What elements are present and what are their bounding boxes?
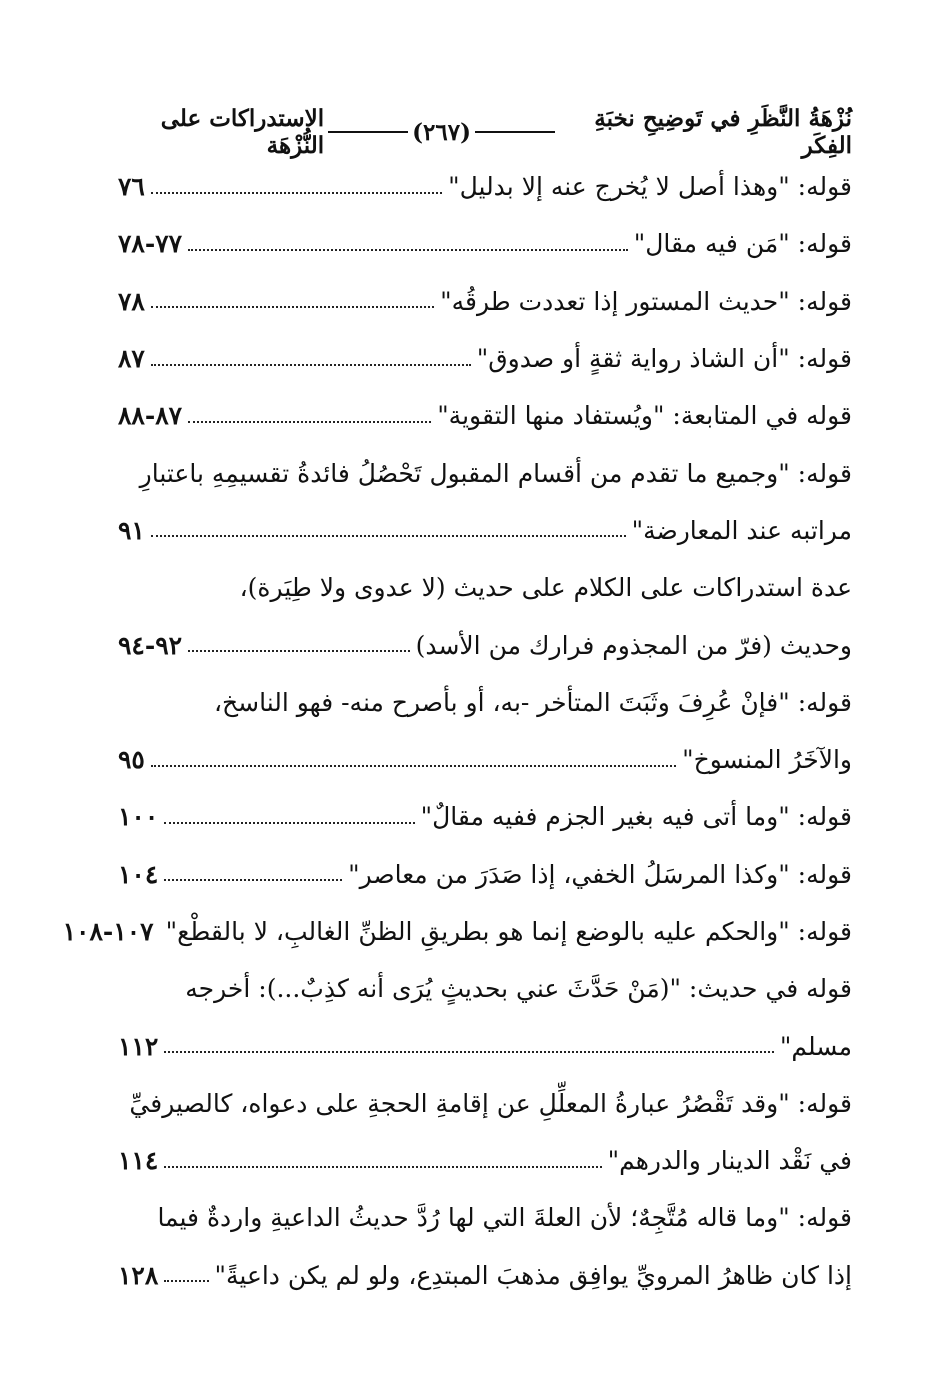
entry-text: إذا كان ظاهرُ المرويِّ يوافِق مذهبَ المبتدِع، ولو لم يكن داعيةً" xyxy=(214,1260,852,1290)
index-entry-line xyxy=(118,960,852,1017)
index-entry-line xyxy=(118,215,852,272)
entry-text: وحديث (فرّ من المجذوم فرارك من الأسد) xyxy=(415,630,852,660)
dot-leader xyxy=(151,192,442,194)
entry-text: قوله في حديث: "(مَنْ حَدَّثَ عني بحديثٍ يُرَى أنه كذِبٌ...): أخرجه xyxy=(185,974,852,1004)
entry-text: قوله: "وما أتى فيه بغير الجزم ففيه مقالٌ" xyxy=(420,802,852,832)
header-right-title: نُزْهَةُ النَّظَرِ في تَوضِيحِ نخبَةِ الفِكَر xyxy=(594,105,852,159)
index-entry-line xyxy=(118,1247,852,1304)
entry-text: قوله: "فإنْ عُرِفَ وثَبَتَ المتأخر -به، أو بأصرح منه- فهو الناسخ، xyxy=(213,687,852,717)
header-center xyxy=(324,119,559,146)
page-reference: ٧٧-٧٨ xyxy=(118,229,183,259)
dot-leader xyxy=(164,1280,208,1282)
index-entry-line xyxy=(118,731,852,788)
dot-leader xyxy=(188,421,431,423)
index-entry-line xyxy=(118,158,852,215)
index-entry-line xyxy=(118,387,852,444)
dot-leader xyxy=(151,364,471,366)
dot-leader xyxy=(164,1051,774,1053)
entry-text: قوله: "وما قاله مُتَّجِهٌ؛ لأن العلةَ التي لها رُدَّ حديثُ الداعيةِ واردةٌ فيما xyxy=(157,1203,852,1233)
entry-text: قوله: "والحكم عليه بالوضع إنما هو بطريقِ الظنِّ الغالبِ، لا بالقطْع" xyxy=(165,917,852,946)
header-left-title: الاستدراكات على النُّزْهَة xyxy=(160,105,325,159)
index-entry-line xyxy=(118,1017,852,1074)
index-entry-line xyxy=(118,788,852,845)
entry-text: عدة استدراكات على الكلام على حديث (لا عدوى ولا طِيَرة)، xyxy=(239,573,852,603)
index-list xyxy=(62,158,852,1304)
entry-text: مراتبه عند المعارضة" xyxy=(631,515,852,545)
index-entry-line xyxy=(118,1189,852,1246)
dot-leader xyxy=(164,879,342,881)
page-reference: ٩١ xyxy=(118,515,145,545)
dot-leader xyxy=(164,822,414,824)
index-entry-line xyxy=(118,616,852,673)
index-entry-line xyxy=(118,444,852,501)
page-reference: ١٠٤ xyxy=(118,859,159,889)
page-reference: ١٠٠ xyxy=(118,802,159,832)
page-reference: ١٠٧-١٠٨ xyxy=(62,917,154,946)
page-reference: ٨٧-٨٨ xyxy=(118,401,183,431)
dot-leader xyxy=(188,650,409,652)
index-entry-line xyxy=(118,846,852,903)
index-entry-line xyxy=(118,674,852,731)
index-entry-line xyxy=(118,1132,852,1189)
entry-text: في نَقْد الدينار والدرهم" xyxy=(607,1146,852,1176)
entry-text: قوله: "مَن فيه مقال" xyxy=(633,229,852,259)
entry-text: قوله: "وهذا أصل لا يُخرج عنه إلا بدليل" xyxy=(448,172,852,202)
page-reference: ٩٢-٩٤ xyxy=(118,630,183,660)
index-entry-line xyxy=(62,903,852,960)
entry-text: قوله: "وقد تَقْصُرُ عبارةُ المعلِّلِ عن إقامةِ الحجةِ على دعواه، كالصيرفيِّ xyxy=(129,1088,852,1118)
entry-text: قوله: "أن الشاذ رواية ثقةٍ أو صدوق" xyxy=(476,344,852,374)
entry-text: والآخَرُ المنسوخ" xyxy=(682,745,852,775)
page-reference: ١٢٨ xyxy=(118,1260,159,1290)
index-entry-line xyxy=(118,559,852,616)
page-reference: ١١٢ xyxy=(118,1031,159,1061)
page-reference: ٧٦ xyxy=(118,172,145,202)
index-entry-line xyxy=(118,330,852,387)
header-rule-right xyxy=(475,131,555,133)
header-rule-left xyxy=(328,131,408,133)
page-reference: ٧٨ xyxy=(118,286,145,316)
page-header xyxy=(112,105,852,159)
dot-leader xyxy=(188,249,628,251)
dot-leader xyxy=(151,306,434,308)
page-reference: ٨٧ xyxy=(118,344,145,374)
header-page-number: (٢٦٧) xyxy=(412,118,471,146)
dot-leader xyxy=(151,535,626,537)
page-reference: ٩٥ xyxy=(118,745,145,775)
page-reference: ١١٤ xyxy=(118,1146,159,1176)
dot-leader xyxy=(151,765,676,767)
entry-text: قوله: "حديث المستور إذا تعددت طرقُه" xyxy=(440,286,852,316)
dot-leader xyxy=(164,1166,601,1168)
entry-text: قوله في المتابعة: "ويُستفاد منها التقوية" xyxy=(437,401,852,431)
entry-text: قوله: "وجميع ما تقدم من أقسام المقبول تَحْصُلُ فائدةُ تقسيمِهِ باعتبارِ xyxy=(139,458,852,488)
entry-text: قوله: "وكذا المرسَلُ الخفي، إذا صَدَرَ من معاصر" xyxy=(348,859,852,889)
index-entry-line xyxy=(118,1075,852,1132)
index-entry-line xyxy=(118,273,852,330)
entry-text: مسلم" xyxy=(779,1031,852,1061)
index-entry-line xyxy=(118,502,852,559)
